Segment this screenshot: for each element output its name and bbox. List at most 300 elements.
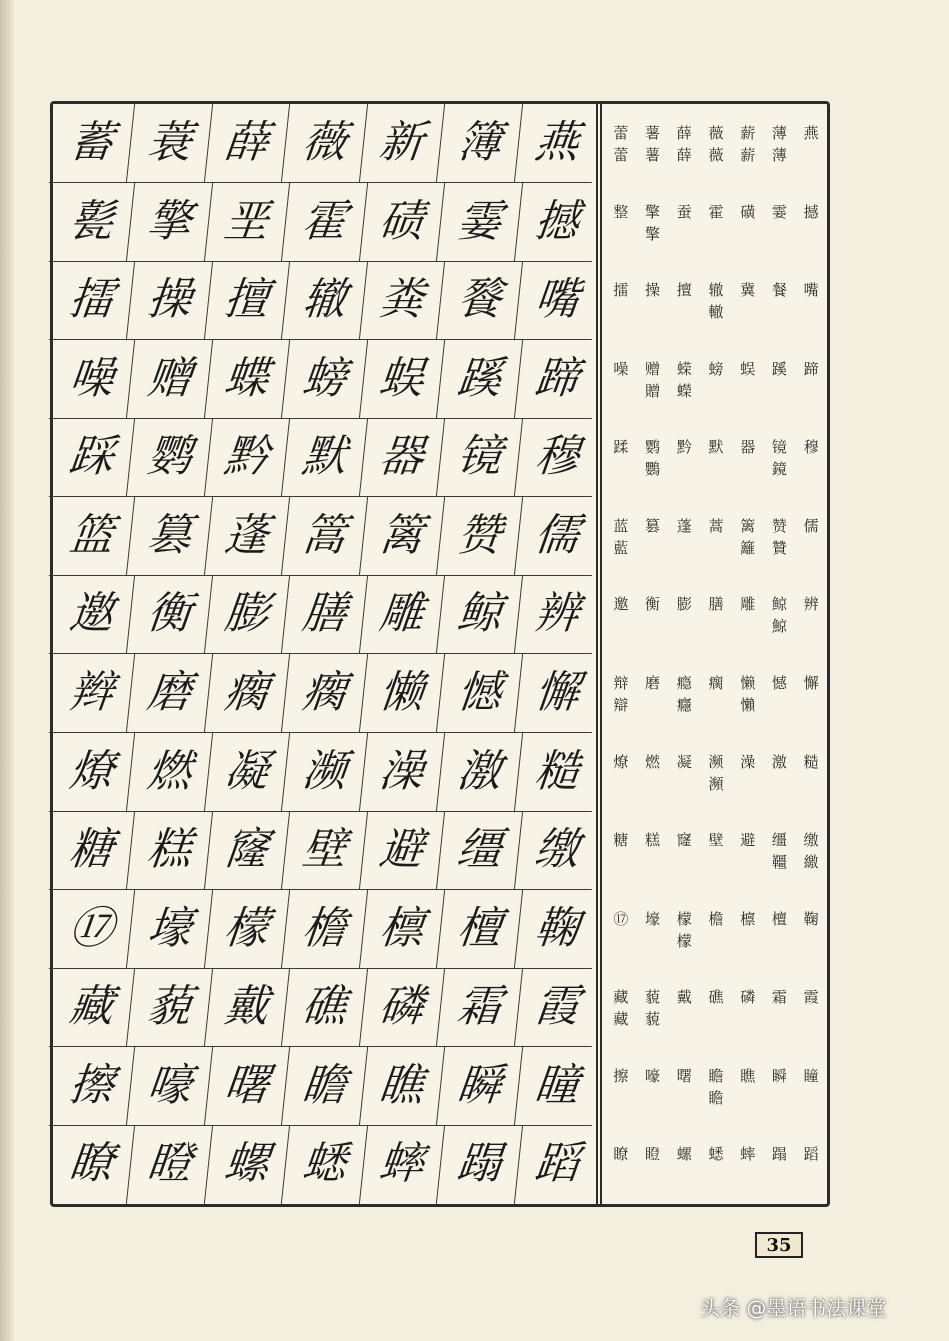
calligraphy-cell: 赞: [437, 497, 523, 576]
reference-cell: [668, 497, 700, 576]
calligraphy-cell: 蓄: [49, 104, 135, 183]
reference-cell: [700, 890, 732, 969]
reference-char: 蚕: [676, 202, 692, 221]
calligraphy-cell: 鹦: [126, 418, 212, 497]
reference-char: 蟋: [708, 1145, 724, 1164]
calligraphy-cell: 霞: [514, 968, 600, 1047]
reference-char: 鸚: [645, 460, 661, 479]
reference-char: 瞻: [708, 1088, 724, 1107]
reference-char: 黔: [676, 438, 692, 457]
reference-char: 辨: [803, 595, 819, 614]
calligraphy-cell: 藏: [49, 968, 135, 1047]
calligraphy-cell: 擂: [49, 261, 135, 340]
calligraphy-cell: 薛: [204, 104, 290, 183]
reference-char: 檩: [740, 909, 756, 928]
reference-char: 磷: [740, 988, 756, 1007]
reference-cell: [764, 261, 796, 340]
calligraphy-cell: 蹊: [437, 340, 523, 419]
reference-cell: [795, 183, 827, 262]
reference-cell: [605, 261, 637, 340]
calligraphy-cell: 擎: [126, 183, 212, 262]
reference-cell: [668, 890, 700, 969]
reference-char: 擂: [613, 281, 629, 300]
reference-cell: [795, 811, 827, 890]
reference-cell: [764, 497, 796, 576]
reference-char: 蕾: [613, 146, 629, 164]
calligraphy-cell: 避: [359, 811, 445, 890]
calligraphy-cell: 篡: [126, 497, 212, 576]
calligraphy-cell: 蓬: [204, 497, 290, 576]
reference-char: 擎: [645, 202, 661, 221]
reference-cell: [668, 968, 700, 1047]
reference-char: 衡: [645, 595, 661, 614]
reference-char: 器: [740, 438, 756, 457]
reference-char: 擅: [676, 281, 692, 300]
reference-char: 膨: [676, 595, 692, 614]
reference-cell: [605, 340, 637, 419]
calligraphy-cell: 黔: [204, 418, 290, 497]
reference-cell: [732, 418, 764, 497]
calligraphy-cell: 蓑: [126, 104, 212, 183]
calligraphy-cell: 螺: [204, 1125, 290, 1204]
reference-cell: [605, 497, 637, 576]
calligraphy-cell: 蜈: [359, 340, 445, 419]
reference-char: 霎: [771, 202, 787, 221]
reference-char: 薄: [771, 146, 787, 164]
reference-char: 藐: [645, 988, 661, 1007]
calligraphy-cell: 檀: [437, 890, 523, 969]
reference-cell: [795, 968, 827, 1047]
reference-cell: [732, 811, 764, 890]
reference-char: 壁: [708, 831, 724, 850]
calligraphy-cell: 膨: [204, 575, 290, 654]
reference-char: 蕾: [613, 124, 629, 142]
reference-char: 薪: [740, 124, 756, 142]
reference-cell: [668, 183, 700, 262]
reference-cell: [732, 104, 764, 183]
page-number: 35: [755, 1232, 803, 1258]
reference-char: 辙: [708, 281, 724, 300]
reference-char: 懒: [740, 673, 756, 692]
calligraphy-cell: 燎: [49, 733, 135, 812]
reference-char: 薪: [740, 146, 756, 164]
reference-cell: [764, 1047, 796, 1126]
calligraphy-cell: 擦: [49, 1047, 135, 1126]
reference-cell: [700, 418, 732, 497]
reference-char: 赠: [645, 359, 661, 378]
reference-char: 蓝: [613, 516, 629, 535]
reference-cell: [795, 497, 827, 576]
reference-char: 韁: [771, 853, 787, 872]
reference-char: 辩: [613, 673, 629, 692]
reference-char: 避: [740, 831, 756, 850]
reference-char: 赞: [771, 516, 787, 535]
calligraphy-cell: 粪: [359, 261, 445, 340]
reference-char: 膳: [708, 595, 724, 614]
reference-cell: [732, 890, 764, 969]
reference-cell: [732, 1047, 764, 1126]
calligraphy-cell: 器: [359, 418, 445, 497]
reference-char: 整: [613, 202, 629, 221]
calligraphy-cell: 蝶: [204, 340, 290, 419]
reference-cell: [764, 1125, 796, 1204]
reference-cell: [764, 890, 796, 969]
calligraphy-cell: 辫: [49, 654, 135, 733]
calligraphy-cell: 辙: [282, 261, 368, 340]
reference-char: 缴: [803, 831, 819, 850]
reference-char: 鏡: [771, 460, 787, 479]
grid-divider: [596, 104, 602, 1204]
reference-char: 壕: [645, 909, 661, 928]
calligraphy-cell: 霜: [437, 968, 523, 1047]
reference-cell: [668, 1047, 700, 1126]
calligraphy-cell: 濒: [282, 733, 368, 812]
reference-char: 瞪: [645, 1145, 661, 1164]
reference-cell: [764, 968, 796, 1047]
reference-cell: [637, 1125, 669, 1204]
reference-cell: [700, 968, 732, 1047]
reference-cell: [668, 811, 700, 890]
reference-char: 燎: [613, 752, 629, 771]
reference-char: 薄: [771, 124, 787, 142]
calligraphy-cell: 衡: [126, 575, 212, 654]
reference-cell: [700, 575, 732, 654]
reference-char: 螃: [708, 359, 724, 378]
calligraphy-cell: 操: [126, 261, 212, 340]
reference-char: 磨: [645, 673, 661, 692]
calligraphy-cell: 瞧: [359, 1047, 445, 1126]
calligraphy-cell: 激: [437, 733, 523, 812]
calligraphy-cell: 瘸: [282, 654, 368, 733]
reference-cell: [732, 575, 764, 654]
reference-char: 缰: [771, 831, 787, 850]
calligraphy-cell: 垩: [204, 183, 290, 262]
calligraphy-cell: 檐: [282, 890, 368, 969]
calligraphy-cell: 瘸: [204, 654, 290, 733]
reference-cell: [637, 1047, 669, 1126]
reference-cell: [637, 497, 669, 576]
reference-cell: [795, 733, 827, 812]
calligraphy-cell: 簿: [437, 104, 523, 183]
reference-char: 藏: [613, 1010, 629, 1029]
reference-char: 曙: [676, 1066, 692, 1085]
reference-char: 癮: [676, 695, 692, 714]
calligraphy-cell: 螃: [282, 340, 368, 419]
calligraphy-cell: 凝: [204, 733, 290, 812]
reference-char: 檬: [676, 931, 692, 950]
reference-cell: [764, 575, 796, 654]
reference-char: 瀕: [708, 774, 724, 793]
calligraphy-cell: 篙: [282, 497, 368, 576]
reference-char: 冀: [740, 281, 756, 300]
reference-cell: [700, 183, 732, 262]
reference-char: 镜: [771, 438, 787, 457]
calligraphy-cell: 鲸: [437, 575, 523, 654]
calligraphy-cell: 礁: [282, 968, 368, 1047]
reference-char: 薯: [645, 124, 661, 142]
practice-frame: [50, 101, 830, 1207]
reference-char: 繳: [803, 853, 819, 872]
calligraphy-cell: 戴: [204, 968, 290, 1047]
calligraphy-cell: 穆: [514, 418, 600, 497]
reference-char: 瞳: [803, 1066, 819, 1085]
calligraphy-cell: 镜: [437, 418, 523, 497]
reference-char: ⑰: [613, 909, 629, 928]
reference-cell: [700, 261, 732, 340]
reference-cell: [795, 1047, 827, 1126]
reference-cell: [764, 340, 796, 419]
reference-char: 懈: [803, 673, 819, 692]
reference-cell: [637, 340, 669, 419]
reference-char: 霜: [771, 988, 787, 1007]
reference-char: 鞠: [803, 909, 819, 928]
calligraphy-cell: 糙: [514, 733, 600, 812]
reference-cell: [637, 183, 669, 262]
reference-char: 薇: [708, 124, 724, 142]
reference-char: 戴: [676, 988, 692, 1007]
reference-cell: [605, 183, 637, 262]
reference-cell: [795, 104, 827, 183]
reference-cell: [605, 1047, 637, 1126]
calligraphy-cell: 碛: [359, 183, 445, 262]
calligraphy-cell: 甏: [49, 183, 135, 262]
reference-char: 薇: [708, 146, 724, 164]
reference-cell: [795, 890, 827, 969]
reference-cell: [764, 654, 796, 733]
reference-char: 磺: [740, 202, 756, 221]
calligraphy-cell: 曙: [204, 1047, 290, 1126]
reference-char: 檐: [708, 909, 724, 928]
reference-cell: [605, 811, 637, 890]
calligraphy-cell: 新: [359, 104, 445, 183]
reference-cell: [795, 418, 827, 497]
reference-cell: [668, 733, 700, 812]
reference-char: 窿: [676, 831, 692, 850]
calligraphy-cell: 雕: [359, 575, 445, 654]
reference-char: 檬: [676, 909, 692, 928]
reference-cell: [668, 104, 700, 183]
reference-panel: [605, 104, 827, 1204]
reference-char: 餐: [771, 281, 787, 300]
calligraphy-cell: 懒: [359, 654, 445, 733]
reference-cell: [732, 497, 764, 576]
reference-char: 篱: [740, 516, 756, 535]
reference-cell: [637, 261, 669, 340]
calligraphy-cell: 藐: [126, 968, 212, 1047]
calligraphy-cell: 瞳: [514, 1047, 600, 1126]
reference-cell: [605, 104, 637, 183]
calligraphy-cell: 辨: [514, 575, 600, 654]
reference-cell: [700, 497, 732, 576]
reference-char: 藏: [613, 988, 629, 1007]
reference-cell: [637, 811, 669, 890]
calligraphy-cell: 薇: [282, 104, 368, 183]
reference-char: 瞬: [771, 1066, 787, 1085]
reference-cell: [637, 890, 669, 969]
reference-char: 轍: [708, 303, 724, 322]
reference-char: 霍: [708, 202, 724, 221]
reference-char: 籬: [740, 538, 756, 557]
reference-char: 瞭: [613, 1145, 629, 1164]
reference-char: 蓬: [676, 516, 692, 535]
reference-cell: [795, 654, 827, 733]
reference-char: 蹂: [613, 438, 629, 457]
reference-cell: [605, 733, 637, 812]
calligraphy-cell: 蹄: [514, 340, 600, 419]
reference-char: 懶: [740, 695, 756, 714]
reference-char: 澡: [740, 752, 756, 771]
calligraphy-cell: 瞪: [126, 1125, 212, 1204]
reference-cell: [732, 733, 764, 812]
reference-char: 蝾: [676, 359, 692, 378]
calligraphy-cell: 瞻: [282, 1047, 368, 1126]
calligraphy-cell: 撼: [514, 183, 600, 262]
reference-cell: [605, 654, 637, 733]
reference-char: 蹈: [803, 1145, 819, 1164]
reference-char: 糙: [803, 752, 819, 771]
calligraphy-cell: 蹋: [437, 1125, 523, 1204]
reference-char: 贈: [645, 381, 661, 400]
calligraphy-cell: 默: [282, 418, 368, 497]
reference-char: 薛: [676, 146, 692, 164]
reference-char: 燕: [803, 124, 819, 142]
reference-cell: [700, 733, 732, 812]
calligraphy-cell: 缰: [437, 811, 523, 890]
reference-cell: [700, 1047, 732, 1126]
calligraphy-cell: 踩: [49, 418, 135, 497]
reference-char: 蜈: [740, 359, 756, 378]
calligraphy-cell: 膳: [282, 575, 368, 654]
reference-char: 操: [645, 281, 661, 300]
calligraphy-cell: 檩: [359, 890, 445, 969]
reference-char: 默: [708, 438, 724, 457]
reference-char: 嚎: [645, 1066, 661, 1085]
reference-char: 鹦: [645, 438, 661, 457]
reference-char: 篡: [645, 516, 661, 535]
reference-char: 儒: [803, 516, 819, 535]
calligraphy-cell: 篱: [359, 497, 445, 576]
reference-char: 蠑: [676, 381, 692, 400]
reference-char: 蒿: [708, 516, 724, 535]
reference-cell: [668, 418, 700, 497]
reference-char: 鯨: [771, 617, 787, 636]
reference-cell: [795, 1125, 827, 1204]
reference-cell: [732, 968, 764, 1047]
calligraphy-cell: 噪: [49, 340, 135, 419]
calligraphy-cell: 蹈: [532, 1138, 582, 1190]
reference-char: 糕: [645, 831, 661, 850]
reference-cell: [732, 183, 764, 262]
reference-cell: [764, 183, 796, 262]
reference-char: 薯: [645, 146, 661, 164]
reference-char: 蟀: [740, 1145, 756, 1164]
calligraphy-cell: 蟀: [359, 1125, 445, 1204]
calligraphy-cell: 瞭: [49, 1125, 135, 1204]
reference-cell: [637, 733, 669, 812]
reference-cell: [637, 104, 669, 183]
reference-char: 螺: [676, 1145, 692, 1164]
calligraphy-cell: 檬: [204, 890, 290, 969]
reference-cell: [700, 654, 732, 733]
reference-char: 噪: [613, 359, 629, 378]
reference-char: 鲸: [771, 595, 787, 614]
reference-cell: [732, 340, 764, 419]
reference-char: 燃: [645, 752, 661, 771]
calligraphy-cell: 燕: [514, 104, 600, 183]
calligraphy-cell: 糕: [126, 811, 212, 890]
reference-cell: [637, 418, 669, 497]
page-binding-shadow: [0, 0, 14, 1341]
calligraphy-cell: 壕: [126, 890, 212, 969]
reference-char: 邀: [613, 595, 629, 614]
calligraphy-cell: 儒: [514, 497, 600, 576]
reference-cell: [764, 418, 796, 497]
reference-cell: [668, 654, 700, 733]
calligraphy-cell: 霍: [282, 183, 368, 262]
reference-char: 雕: [740, 595, 756, 614]
reference-char: 薛: [676, 124, 692, 142]
reference-char: 撼: [803, 202, 819, 221]
reference-char: 穆: [803, 438, 819, 457]
calligraphy-cell: 磷: [359, 968, 445, 1047]
reference-cell: [637, 968, 669, 1047]
reference-char: 瞻: [708, 1066, 724, 1085]
calligraphy-cell: 嘴: [514, 261, 600, 340]
reference-cell: [795, 261, 827, 340]
calligraphy-cell: 嚎: [126, 1047, 212, 1126]
reference-cell: [668, 575, 700, 654]
reference-cell: [668, 340, 700, 419]
reference-char: 糖: [613, 831, 629, 850]
reference-cell: [668, 261, 700, 340]
reference-char: 礁: [708, 988, 724, 1007]
reference-char: 檀: [771, 909, 787, 928]
calligraphy-cell: 瞬: [437, 1047, 523, 1126]
calligraphy-cell: 蟋: [282, 1125, 368, 1204]
reference-cell: [764, 811, 796, 890]
reference-cell: [605, 418, 637, 497]
reference-cell: [700, 104, 732, 183]
reference-cell: [795, 340, 827, 419]
reference-cell: [637, 654, 669, 733]
reference-cell: [700, 340, 732, 419]
reference-char: 蹋: [771, 1145, 787, 1164]
reference-char: 擦: [613, 1066, 629, 1085]
reference-char: 瞧: [740, 1066, 756, 1085]
calligraphy-cell: 磨: [126, 654, 212, 733]
calligraphy-cell: 燃: [126, 733, 212, 812]
reference-char: 藐: [645, 1010, 661, 1029]
reference-cell: [700, 811, 732, 890]
reference-cell: [605, 1125, 637, 1204]
watermark: 头条 @墨语书法课堂: [700, 1296, 887, 1320]
calligraphy-cell: 懈: [514, 654, 600, 733]
reference-cell: [668, 1125, 700, 1204]
calligraphy-cell: 篮: [49, 497, 135, 576]
reference-char: 凝: [676, 752, 692, 771]
calligraphy-cell: 霎: [437, 183, 523, 262]
calligraphy-cell: 憾: [437, 654, 523, 733]
reference-cell: [605, 575, 637, 654]
reference-cell: [700, 1125, 732, 1204]
calligraphy-cell: 邀: [49, 575, 135, 654]
calligraphy-cell: 餮: [437, 261, 523, 340]
calligraphy-cell: 鞠: [514, 890, 600, 969]
reference-char: 蹄: [803, 359, 819, 378]
reference-char: 贊: [771, 538, 787, 557]
reference-cell: [764, 733, 796, 812]
reference-cell: [795, 575, 827, 654]
